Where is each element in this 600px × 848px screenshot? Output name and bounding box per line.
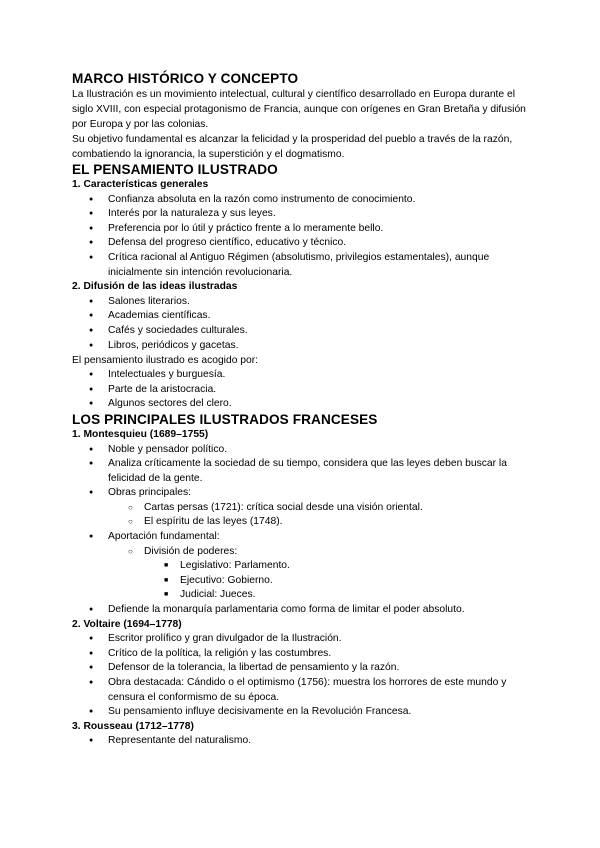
list-item: ● Crítico de la política, la religión y las costumbres. (72, 647, 532, 662)
list-item: ● Aportación fundamental: (72, 530, 532, 545)
list-caracteristicas (72, 193, 532, 281)
document-page (72, 71, 532, 749)
list-item: ● Preferencia por lo útil y práctico frente a lo meramente bello. (72, 222, 532, 237)
subheading-montesquieu: 1. Montesquieu (1689–1755) (72, 428, 209, 440)
list-item-sub: ○ Cartas persas (1721): crítica social desde una visión oriental. (72, 501, 532, 516)
list-acogido (72, 368, 532, 412)
list-voltaire (72, 632, 532, 720)
subheading-difusion: 2. Difusión de las ideas ilustradas (72, 281, 238, 293)
list-item: ● Obra destacada: Cándido o el optimismo (1756): muestra los horrores de este mundo y censura el conformismo de su época. (72, 676, 532, 705)
list-item-subsub: ■ Legislativo: Parlamento. (72, 559, 532, 574)
list-item: ● Confianza absoluta en la razón como instrumento de conocimiento. (72, 193, 532, 208)
list-rousseau (72, 734, 532, 749)
list-item: ● Crítica racional al Antiguo Régimen (absolutismo, privilegios estamentales), aunque inicialmente sin intención revolucionaria. (72, 251, 532, 280)
subheading-caracteristicas: 1. Características generales (72, 179, 209, 190)
paragraph-acogido: El pensamiento ilustrado es acogido por: (72, 355, 259, 367)
list-item: ● Parte de la aristocracia. (72, 383, 532, 398)
section-title-pensamiento: EL PENSAMIENTO ILUSTRADO (72, 162, 278, 177)
section-title-marco: MARCO HISTÓRICO Y CONCEPTO (72, 71, 299, 86)
list-item: ● Intelectuales y burguesía. (72, 368, 532, 383)
list-item: ● Analiza críticamente la sociedad de su tiempo, considera que las leyes deben buscar la felicidad de la gente. (72, 457, 532, 486)
list-item: ● Obras principales: (72, 486, 532, 501)
list-item: ● Libros, periódicos y gacetas. (72, 339, 532, 354)
list-item: ● Defensor de la tolerancia, la libertad de pensamiento y la razón. (72, 661, 532, 676)
paragraph-intro: La Ilustración es un movimiento intelectual, cultural y científico desarrollado en Europa durante el siglo XVIII, con especial protagonismo de Francia, aunque con orígenes en Gran Bretaña y difusión por Europa y por las colonias. (72, 89, 526, 130)
list-item: ● Interés por la naturaleza y sus leyes. (72, 207, 532, 222)
list-difusion (72, 295, 532, 353)
list-item: ● Representante del naturalismo. (72, 734, 532, 749)
list-item-subsub: ■ Ejecutivo: Gobierno. (72, 574, 532, 589)
list-item: ● Noble y pensador político. (72, 443, 532, 458)
list-item: ● Defensa del progreso científico, educativo y técnico. (72, 236, 532, 251)
list-item-sub: ○ El espíritu de las leyes (1748). (72, 515, 532, 530)
subheading-rousseau: 3. Rousseau (1712–1778) (72, 720, 194, 732)
list-item: ● Defiende la monarquía parlamentaria como forma de limitar el poder absoluto. (72, 603, 532, 618)
list-montesquieu (72, 443, 532, 618)
list-item: ● Salones literarios. (72, 295, 532, 310)
list-item-subsub: ■ Judicial: Jueces. (72, 588, 532, 603)
subheading-voltaire: 2. Voltaire (1694–1778) (72, 618, 182, 630)
paragraph-objetivo: Su objetivo fundamental es alcanzar la felicidad y la prosperidad del pueblo a través de la razón, combatiendo la ignorancia, la superstición y el dogmatismo. (72, 134, 513, 160)
list-item: ● Academias científicas. (72, 309, 532, 324)
section-title-ilustrados: LOS PRINCIPALES ILUSTRADOS FRANCESES (72, 411, 378, 427)
list-item: ● Su pensamiento influye decisivamente en la Revolución Francesa. (72, 705, 532, 720)
list-item-sub: ○ División de poderes: (72, 545, 532, 560)
list-item: ● Escritor prolífico y gran divulgador de la Ilustración. (72, 632, 532, 647)
list-item: ● Algunos sectores del clero. (72, 397, 532, 412)
list-item: ● Cafés y sociedades culturales. (72, 324, 532, 339)
